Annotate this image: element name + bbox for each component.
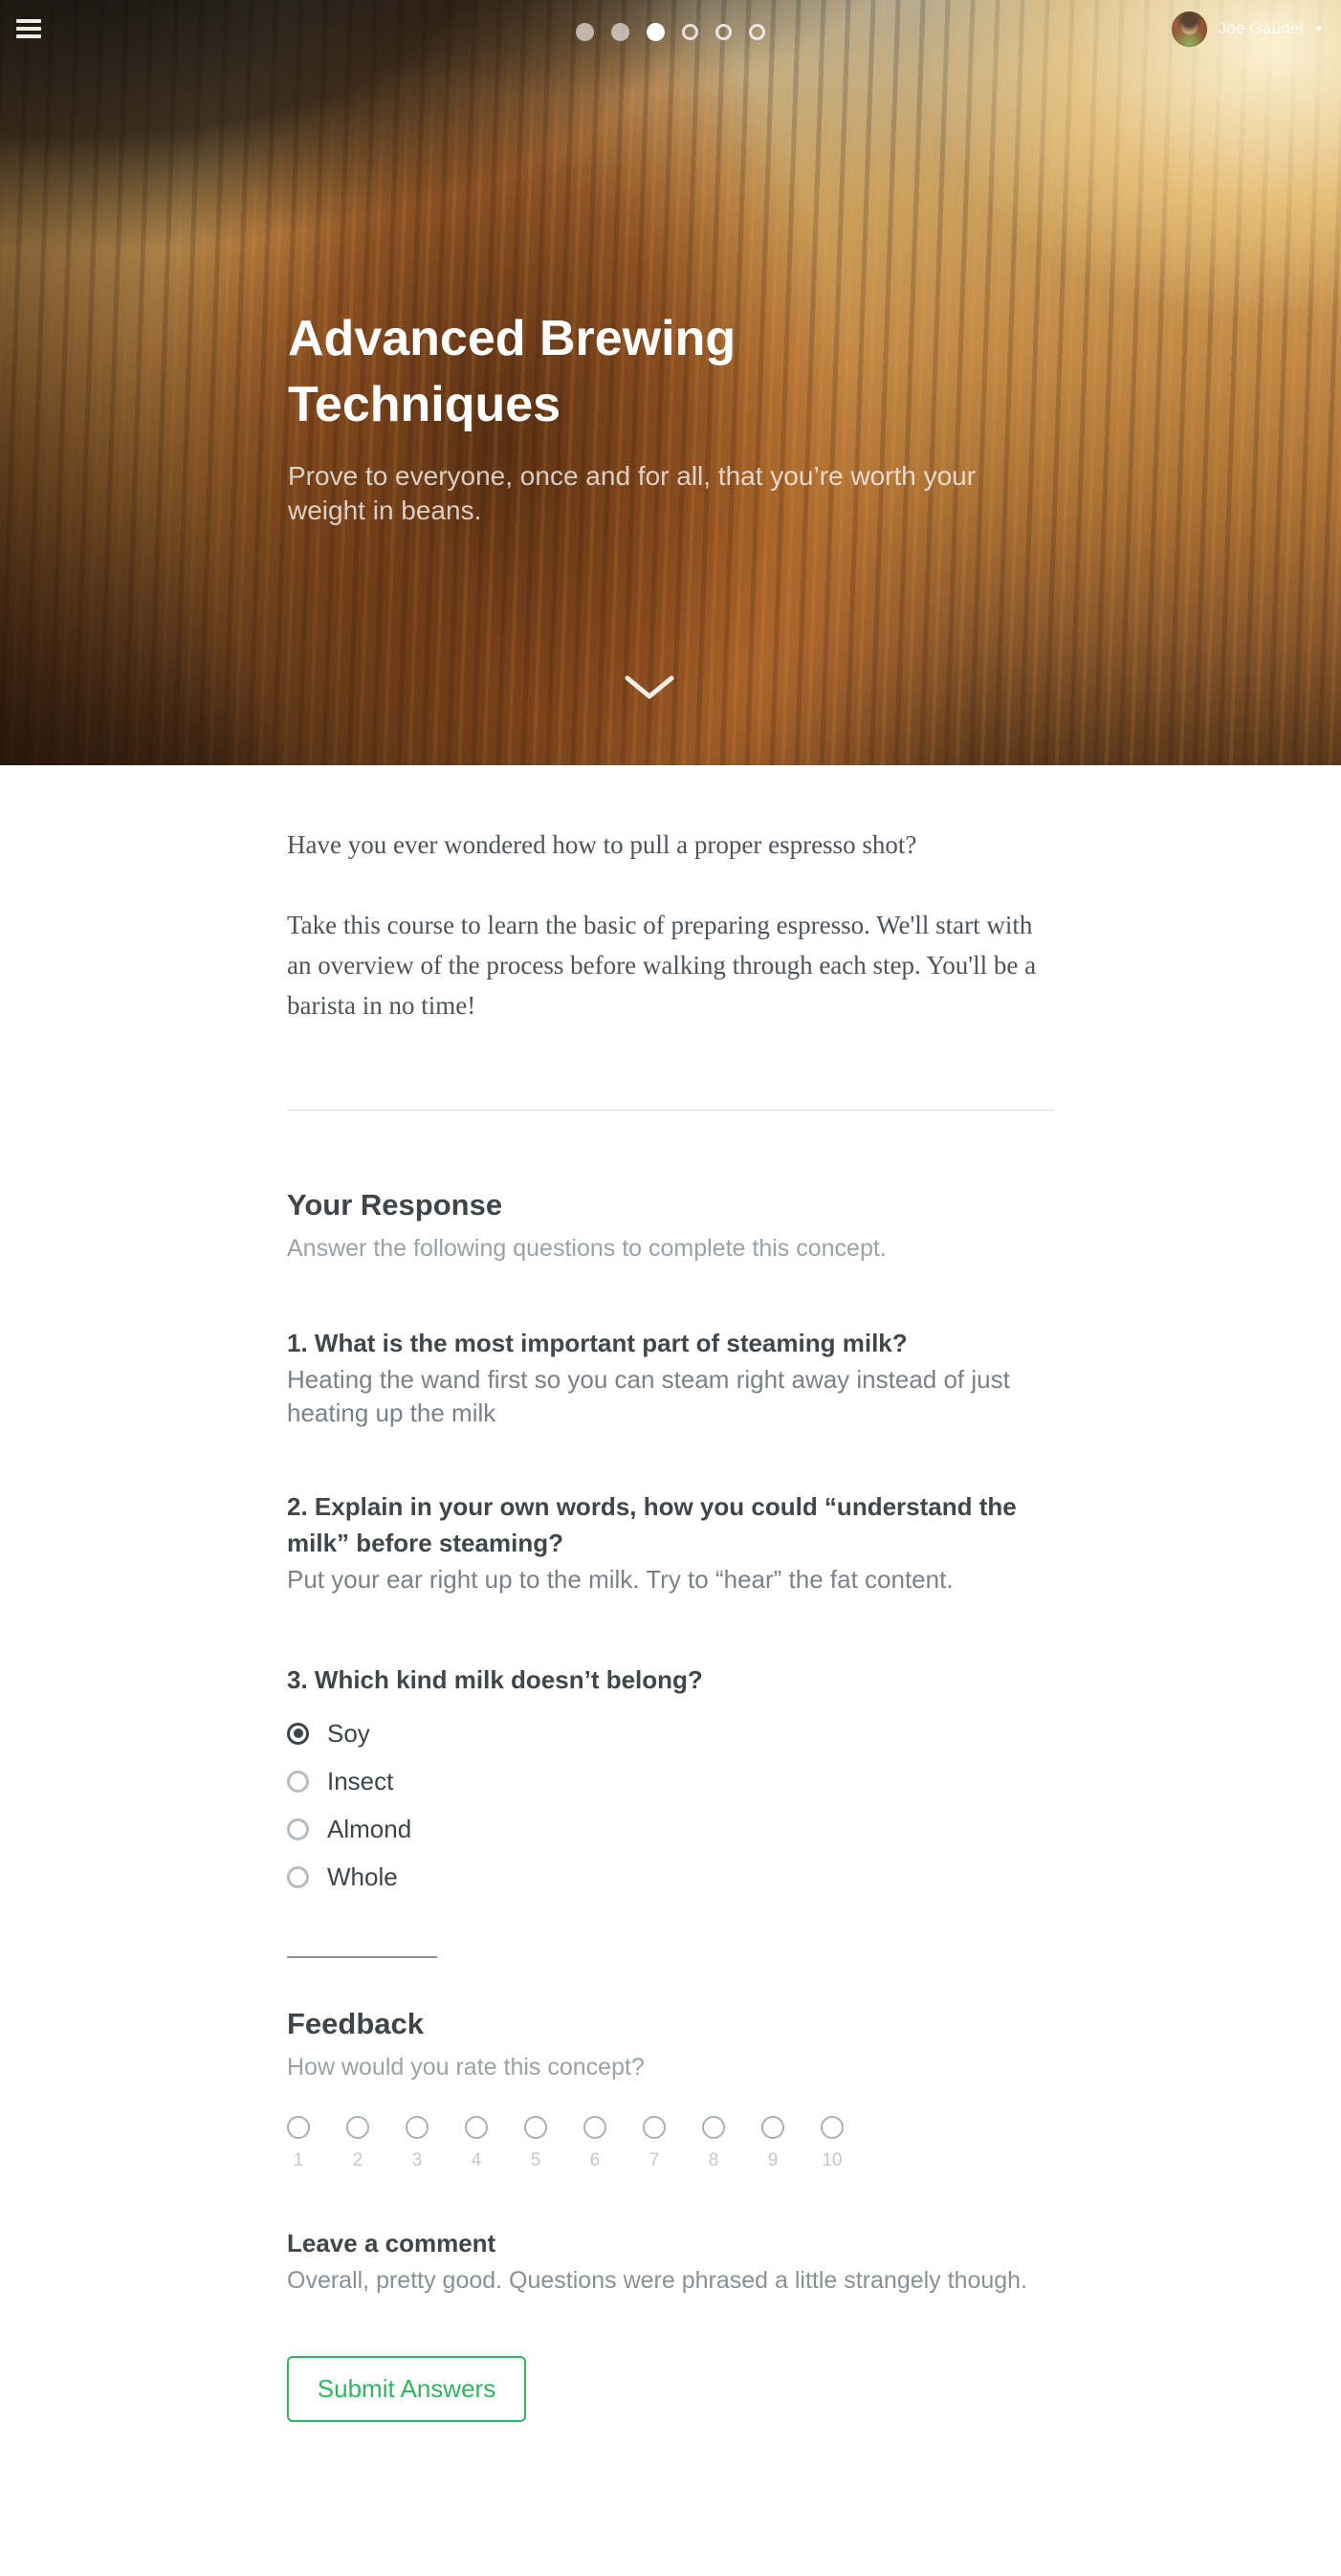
radio-option-whole[interactable] [287,1853,1054,1901]
question-1-answer[interactable]: Heating the wand first so you can steam right away instead of just heating up the milk [287,1365,1010,1427]
progress-dots [576,23,765,41]
top-bar [0,0,1341,57]
question-3 [287,1662,1054,1901]
hero-banner [0,0,1341,765]
question-2-prompt: 2. Explain in your own words, how you could “understand the milk” before steaming? [287,1492,1017,1557]
rating-number: 8 [708,2150,719,2170]
submit-answers-button[interactable]: Submit Answers [287,2356,526,2422]
radio-option-label: Insect [327,1766,394,1795]
avatar [1172,11,1207,47]
radio-unselected-icon[interactable] [287,1818,309,1840]
radio-option-almond[interactable] [287,1805,1054,1853]
question-1-prompt: 1. What is the most important part of steaming milk? [287,1329,908,1357]
user-menu[interactable] [1172,0,1322,57]
section-divider [287,1110,1054,1111]
rating-radio-icon[interactable] [406,2116,429,2139]
radio-option-insect[interactable] [287,1757,1054,1805]
rating-radio-icon[interactable] [702,2116,725,2139]
rating-option-3[interactable] [406,2116,429,2171]
rating-scale [287,2116,1054,2171]
radio-selected-icon[interactable] [287,1723,309,1745]
question-1 [287,1325,1054,1430]
feedback-divider [287,1956,437,1958]
user-name: Joe Gaudet [1218,19,1305,37]
rating-number: 7 [649,2150,660,2170]
rating-option-6[interactable] [583,2116,606,2171]
rating-radio-icon[interactable] [287,2116,310,2139]
rating-radio-icon[interactable] [761,2116,784,2139]
rating-prompt: How would you rate this concept? [287,2054,645,2081]
content-column [287,765,1054,2570]
rating-option-8[interactable] [702,2116,725,2171]
question-3-options [287,1709,1054,1901]
rating-number: 4 [471,2150,482,2170]
rating-number: 6 [589,2150,601,2170]
rating-option-10[interactable] [821,2116,844,2171]
question-2-answer[interactable]: Put your ear right up to the milk. Try to “hear” the fat content. [287,1565,954,1594]
rating-number: 1 [293,2150,304,2170]
rating-option-7[interactable] [643,2116,666,2171]
progress-dot-todo[interactable] [749,24,765,40]
intro-paragraph-2: Take this course to learn the basic of preparing espresso. We'll start with an overview of the process before walking through each step. You'll be a barista in no time! [287,911,1037,1020]
chevron-down-icon: ▾ [1315,21,1322,35]
rating-radio-icon[interactable] [524,2116,547,2139]
progress-dot-todo[interactable] [715,24,732,40]
radio-option-label: Soy [327,1718,370,1748]
rating-radio-icon[interactable] [465,2116,488,2139]
feedback-heading: Feedback [287,2007,425,2040]
intro-paragraph-1: Have you ever wondered how to pull a proper espresso shot? [287,830,917,859]
rating-number: 10 [822,2150,843,2170]
hero-text [288,306,1034,528]
radio-option-soy[interactable] [287,1709,1054,1757]
radio-option-label: Whole [327,1861,398,1891]
rating-option-9[interactable] [761,2116,784,2171]
progress-dot-done[interactable] [576,23,594,41]
scroll-down-icon[interactable] [625,675,674,700]
page-title: Advanced Brewing Techniques [288,311,736,432]
rating-radio-icon[interactable] [583,2116,606,2139]
radio-unselected-icon[interactable] [287,1866,309,1888]
progress-dot-current[interactable] [647,23,665,41]
rating-radio-icon[interactable] [643,2116,666,2139]
rating-radio-icon[interactable] [821,2116,844,2139]
radio-option-label: Almond [327,1814,412,1843]
rating-number: 5 [530,2150,541,2170]
response-subheading: Answer the following questions to complete this concept. [287,1235,887,1262]
rating-option-5[interactable] [524,2116,547,2171]
rating-number: 9 [767,2150,779,2170]
response-heading: Your Response [287,1188,503,1222]
question-3-prompt: 3. Which kind milk doesn’t belong? [287,1665,703,1694]
rating-option-2[interactable] [346,2116,369,2171]
question-2 [287,1488,1054,1596]
progress-dot-done[interactable] [611,23,629,41]
menu-icon[interactable] [16,19,41,38]
rating-radio-icon[interactable] [346,2116,369,2139]
radio-unselected-icon[interactable] [287,1771,309,1793]
rating-number: 2 [352,2150,363,2170]
comment-label: Leave a comment [287,2229,496,2257]
comment-text[interactable]: Overall, pretty good. Questions were phrased a little strangely though. [287,2267,1028,2294]
progress-dot-todo[interactable] [682,24,698,40]
rating-option-1[interactable] [287,2116,310,2171]
rating-option-4[interactable] [465,2116,488,2171]
page-subtitle: Prove to everyone, once and for all, that you’re worth your weight in beans. [288,461,977,525]
rating-number: 3 [411,2150,423,2170]
